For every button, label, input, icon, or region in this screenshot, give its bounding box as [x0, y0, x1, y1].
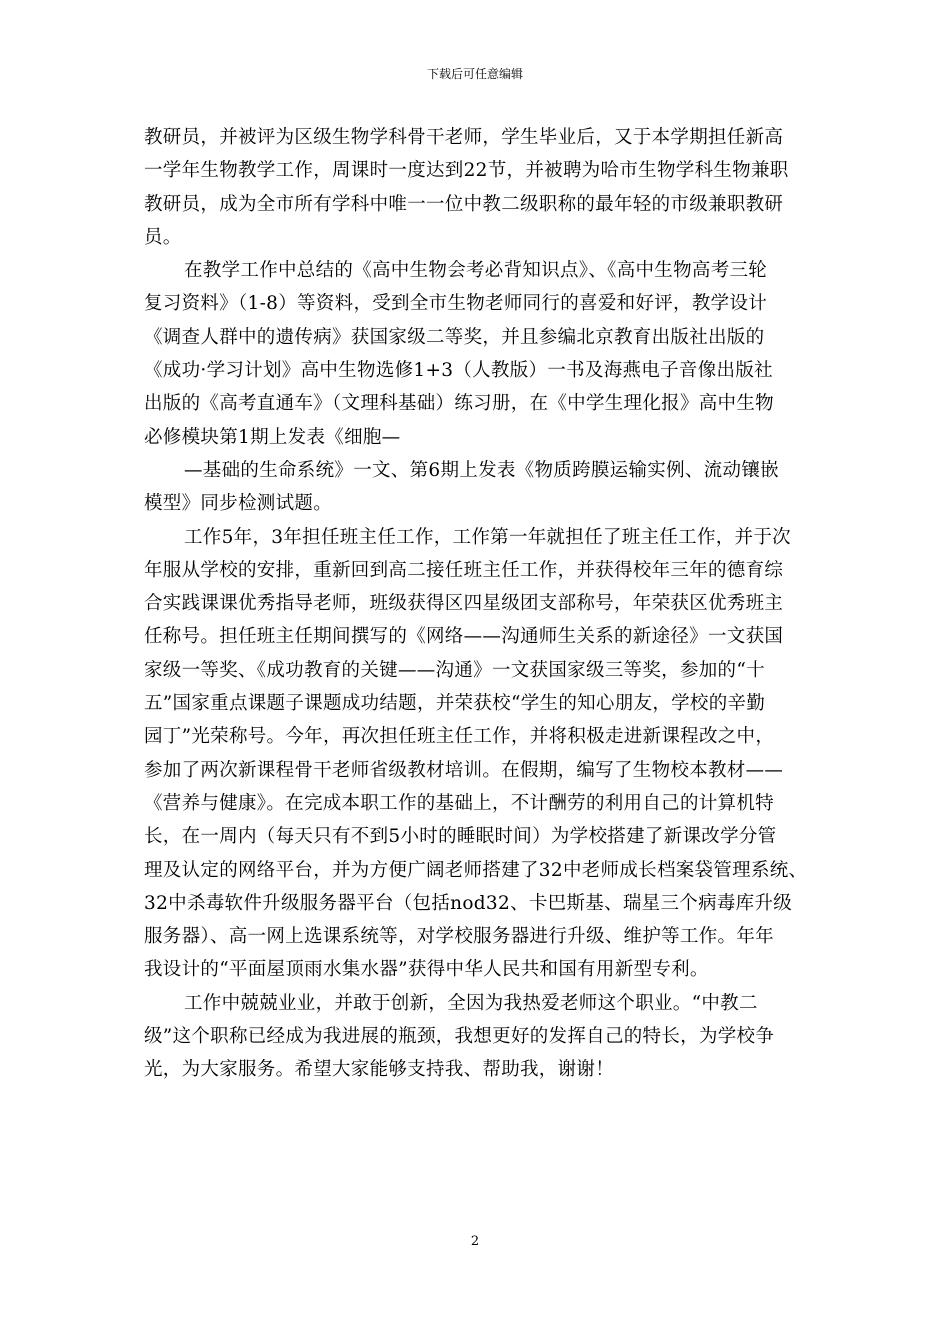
- text-line: 《成功·学习计划》高中生物选修1+3（人教版）一书及海燕电子音像出版社: [144, 360, 773, 382]
- body-text: [144, 121, 812, 1087]
- text-line: 《营养与健康》。在完成本职工作的基础上，不计酬劳的利用自己的计算机特: [144, 792, 774, 814]
- text-line: 出版的《高考直通车》（文理科基础）练习册，在《中学生理化报》高中生物: [144, 393, 774, 415]
- text-line: 家级一等奖、《成功教育的关键——沟通》一文获国家级三等奖，参加的“十: [144, 659, 765, 681]
- text-line: 参加了两次新课程骨干老师省级教材培训。在假期，编写了生物校本教材——: [144, 759, 784, 781]
- page-number: 2: [470, 1234, 480, 1249]
- page-header: 下载后可任意编辑: [426, 67, 523, 81]
- text-line: 长，在一周内（每天只有不到5小时的睡眠时间）为学校搭建了新课改学分管: [144, 826, 777, 848]
- text-line: 光，为大家服务。希望大家能够支持我、帮助我，谢谢！: [144, 1059, 615, 1081]
- text-line: 五”国家重点课题子课题成功结题，并荣获校“学生的知心朋友，学校的辛勤: [144, 693, 766, 715]
- text-line: 年服从学校的安排，重新回到高二接任班主任工作，并获得校年三年的德育综: [144, 559, 784, 581]
- text-line: —基础的生命系统》一文、第6期上发表《物质跨膜运输实例、流动镶嵌: [184, 459, 779, 481]
- text-line: 必修模块第1期上发表《细胞—: [144, 426, 401, 448]
- text-line: 任称号。担任班主任期间撰写的《网络——沟通师生关系的新途径》一文获国: [144, 626, 784, 648]
- text-line: 工作5年，3年担任班主任工作，工作第一年就担任了班主任工作，并于次: [184, 526, 791, 548]
- text-line: 模型》同步检测试题。: [144, 493, 333, 515]
- text-line: 《调查人群中的遗传病》获国家级二等奖，并且参编北京教育出版社出版的: [144, 326, 765, 348]
- text-line: 复习资料》（1-8）等资料，受到全市生物老师同行的喜爱和好评，教学设计: [144, 293, 768, 315]
- text-line: 级”这个职称已经成为我进展的瓶颈，我想更好的发挥自己的特长，为学校争: [144, 1026, 775, 1048]
- text-line: 在教学工作中总结的《高中生物会考必背知识点》、《高中生物高考三轮: [184, 260, 768, 282]
- text-line: 教研员，成为全市所有学科中唯一一位中教二级职称的最年轻的市级兼职教研: [144, 193, 784, 215]
- text-line: 员。: [144, 226, 182, 248]
- text-line: 一学年生物教学工作，周课时一度达到22节，并被聘为哈市生物学科生物兼职: [144, 160, 789, 182]
- text-line: 教研员，并被评为区级生物学科骨干老师，学生毕业后，又于本学期担任新高: [144, 127, 784, 148]
- text-line: 合实践课课优秀指导老师，班级获得区四星级团支部称号，年荣获区优秀班主: [144, 593, 784, 615]
- text-line: 32中杀毒软件升级服务器平台（包括nod32、卡巴斯基、瑞星三个病毒库升级: [144, 892, 793, 914]
- text-line: 园丁”光荣称号。今年，再次担任班主任工作，并将积极走进新课程改之中，: [144, 726, 775, 748]
- text-line: 我设计的“平面屋顶雨水集水器”获得中华人民共和国有用新型专利。: [144, 959, 709, 981]
- text-line: 工作中兢兢业业，并敢于创新，全因为我热爱老师这个职业。“中教二: [184, 992, 758, 1014]
- text-line: 服务器）、高一网上选课系统等，对学校服务器进行升级、维护等工作。年年: [144, 926, 774, 948]
- text-line: 理及认定的网络平台，并为方便广阔老师搭建了32中老师成长档案袋管理系统、: [144, 859, 808, 881]
